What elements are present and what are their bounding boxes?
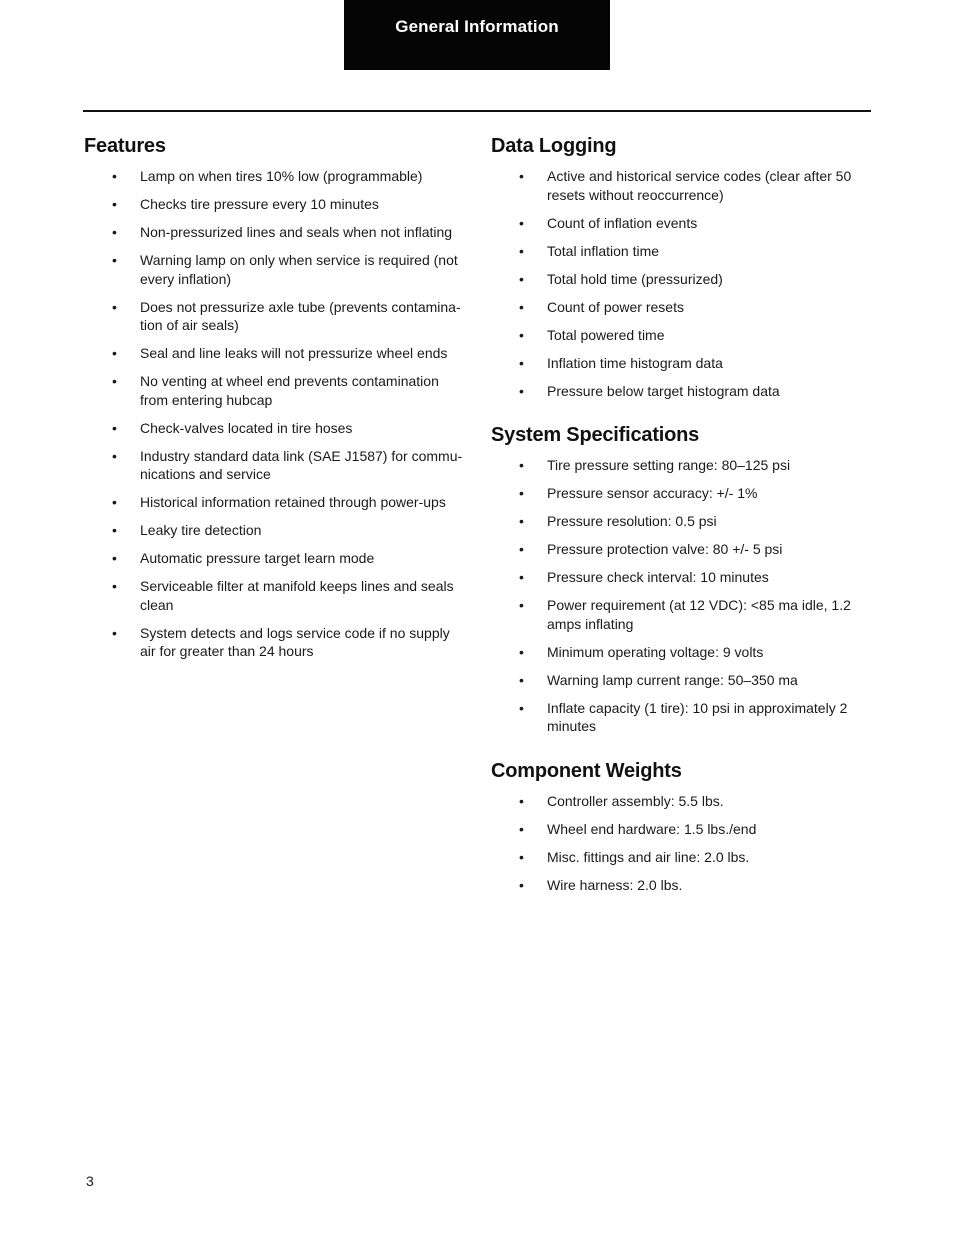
list-item-text: Serviceable filter at manifold keeps lines and seals clean xyxy=(140,578,454,613)
bullet-icon: • xyxy=(112,578,117,594)
list-item-text: System detects and logs service code if no supply air for greater than 24 hours xyxy=(140,624,450,659)
list-item-text: Checks tire pressure every 10 minutes xyxy=(140,196,379,212)
list-item xyxy=(491,699,861,736)
list-item xyxy=(491,671,861,690)
list-item xyxy=(84,372,464,409)
list-item xyxy=(84,344,464,363)
bullet-list xyxy=(84,167,464,661)
bullet-icon: • xyxy=(519,671,524,688)
list-item xyxy=(491,540,861,559)
bullet-icon: • xyxy=(519,820,524,837)
list-item xyxy=(84,251,464,288)
section-title: Features xyxy=(84,135,166,157)
list-item xyxy=(491,382,861,401)
bullet-list xyxy=(491,456,861,736)
bullet-list xyxy=(491,167,861,400)
section-title: Component Weights xyxy=(491,759,682,782)
bullet-icon: • xyxy=(519,214,524,231)
page-number: 3 xyxy=(86,1173,94,1189)
list-item-text: Check-valves located in tire hoses xyxy=(140,419,353,436)
list-item xyxy=(84,298,464,335)
list-item xyxy=(84,195,464,214)
section-features xyxy=(84,133,464,661)
list-item xyxy=(491,568,861,587)
bullet-icon: • xyxy=(112,373,117,389)
list-item xyxy=(491,484,861,503)
list-item-text: Total inflation time xyxy=(547,242,660,259)
left-column xyxy=(84,133,464,670)
bullet-icon: • xyxy=(519,848,524,865)
list-item xyxy=(491,354,861,373)
list-item-text: Tire pressure setting range: 80–125 psi xyxy=(547,457,791,473)
bullet-icon: • xyxy=(519,354,524,371)
section-data-logging xyxy=(491,133,861,400)
list-item-text: Warning lamp current range: 50–350 ma xyxy=(547,671,798,688)
list-item-text: Pressure resolution: 0.5 psi xyxy=(547,513,717,529)
list-item-text: Lamp on when tires 10% low (programmable) xyxy=(140,168,423,184)
bullet-icon: • xyxy=(519,457,524,473)
bullet-list xyxy=(491,792,861,895)
bullet-icon: • xyxy=(112,522,117,538)
list-item xyxy=(84,493,464,512)
list-item-text: Active and historical service codes (clear after 50 resets without reoccurrence) xyxy=(547,168,852,203)
list-item xyxy=(491,270,861,289)
right-column xyxy=(491,133,861,904)
bullet-icon: • xyxy=(519,513,524,529)
list-item xyxy=(491,167,861,204)
bullet-icon: • xyxy=(112,224,117,240)
list-item-text: Inflate capacity (1 tire): 10 psi in approximately 2 minutes xyxy=(547,699,848,734)
list-item xyxy=(491,596,861,633)
list-item-text: Pressure below target histogram data xyxy=(547,382,780,399)
list-item-text: No venting at wheel end prevents contamination from entering hubcap xyxy=(140,373,439,408)
bullet-icon: • xyxy=(519,485,524,501)
list-item-text: Count of power resets xyxy=(547,298,684,315)
bullet-icon: • xyxy=(112,345,117,361)
bullet-icon: • xyxy=(112,168,117,184)
bullet-icon: • xyxy=(519,168,524,184)
bullet-icon: • xyxy=(519,298,524,315)
list-item-text: Total hold time (pressurized) xyxy=(547,270,723,287)
bullet-icon: • xyxy=(519,541,524,557)
list-item-text: Seal and line leaks will not pressurize wheel ends xyxy=(140,345,448,361)
bullet-icon: • xyxy=(112,196,117,212)
list-item xyxy=(84,521,464,540)
list-item xyxy=(491,456,861,475)
section-component-weights xyxy=(491,758,861,895)
list-item xyxy=(84,223,464,242)
list-item xyxy=(491,643,861,662)
list-item xyxy=(491,512,861,531)
list-item xyxy=(491,848,861,867)
bullet-icon: • xyxy=(112,252,117,268)
section-title: System Specifications xyxy=(491,424,700,446)
list-item xyxy=(491,214,861,233)
list-item-text: Minimum operating voltage: 9 volts xyxy=(547,643,764,660)
list-item xyxy=(84,447,464,484)
bullet-icon: • xyxy=(112,447,117,464)
bullet-icon: • xyxy=(519,242,524,259)
list-item xyxy=(84,577,464,614)
bullet-icon: • xyxy=(112,419,117,436)
list-item xyxy=(491,326,861,345)
list-item xyxy=(491,792,861,811)
list-item-text: Inflation time histogram data xyxy=(547,354,723,371)
list-item-text: Total powered time xyxy=(547,326,665,343)
bullet-icon: • xyxy=(519,326,524,343)
list-item-text: Pressure sensor accuracy: +/- 1% xyxy=(547,485,758,501)
list-item xyxy=(84,549,464,568)
bullet-icon: • xyxy=(112,624,117,641)
list-item-text: Misc. fittings and air line: 2.0 lbs. xyxy=(547,848,750,865)
bullet-icon: • xyxy=(112,298,117,315)
section-system-specifications xyxy=(491,422,861,736)
header-divider xyxy=(83,110,871,112)
list-item-text: Leaky tire detection xyxy=(140,522,262,538)
list-item-text: Automatic pressure target learn mode xyxy=(140,550,375,566)
list-item xyxy=(491,820,861,839)
list-item-text: Non-pressurized lines and seals when not inflating xyxy=(140,224,453,240)
bullet-icon: • xyxy=(519,569,524,585)
list-item xyxy=(491,876,861,895)
list-item xyxy=(84,167,464,186)
bullet-icon: • xyxy=(112,550,117,566)
bullet-icon: • xyxy=(519,792,524,809)
list-item xyxy=(491,242,861,261)
list-item-text: Pressure protection valve: 80 +/- 5 psi xyxy=(547,541,783,557)
list-item xyxy=(491,298,861,317)
list-item-text: Count of inflation events xyxy=(547,214,698,231)
list-item xyxy=(84,419,464,438)
list-item-text: Does not pressurize axle tube (prevents contamina-tion of air seals) xyxy=(140,298,461,333)
bullet-icon: • xyxy=(519,382,524,399)
section-header-tab xyxy=(344,0,610,70)
bullet-icon: • xyxy=(112,494,117,510)
list-item-text: Industry standard data link (SAE J1587) for commu-nications and service xyxy=(140,447,463,482)
bullet-icon: • xyxy=(519,270,524,287)
section-header-title: General Information xyxy=(395,17,559,36)
bullet-icon: • xyxy=(519,699,524,716)
bullet-icon: • xyxy=(519,876,524,893)
bullet-icon: • xyxy=(519,643,524,660)
section-title: Data Logging xyxy=(491,135,617,157)
list-item-text: Pressure check interval: 10 minutes xyxy=(547,569,769,585)
list-item-text: Wire harness: 2.0 lbs. xyxy=(547,876,683,893)
list-item-text: Historical information retained through power-ups xyxy=(140,494,446,510)
list-item xyxy=(84,624,464,661)
list-item-text: Power requirement (at 12 VDC): <85 ma idle, 1.2 amps inflating xyxy=(547,597,851,632)
bullet-icon: • xyxy=(519,597,524,613)
list-item-text: Wheel end hardware: 1.5 lbs./end xyxy=(547,820,757,837)
list-item-text: Warning lamp on only when service is required (not every inflation) xyxy=(140,252,458,287)
list-item-text: Controller assembly: 5.5 lbs. xyxy=(547,792,724,809)
